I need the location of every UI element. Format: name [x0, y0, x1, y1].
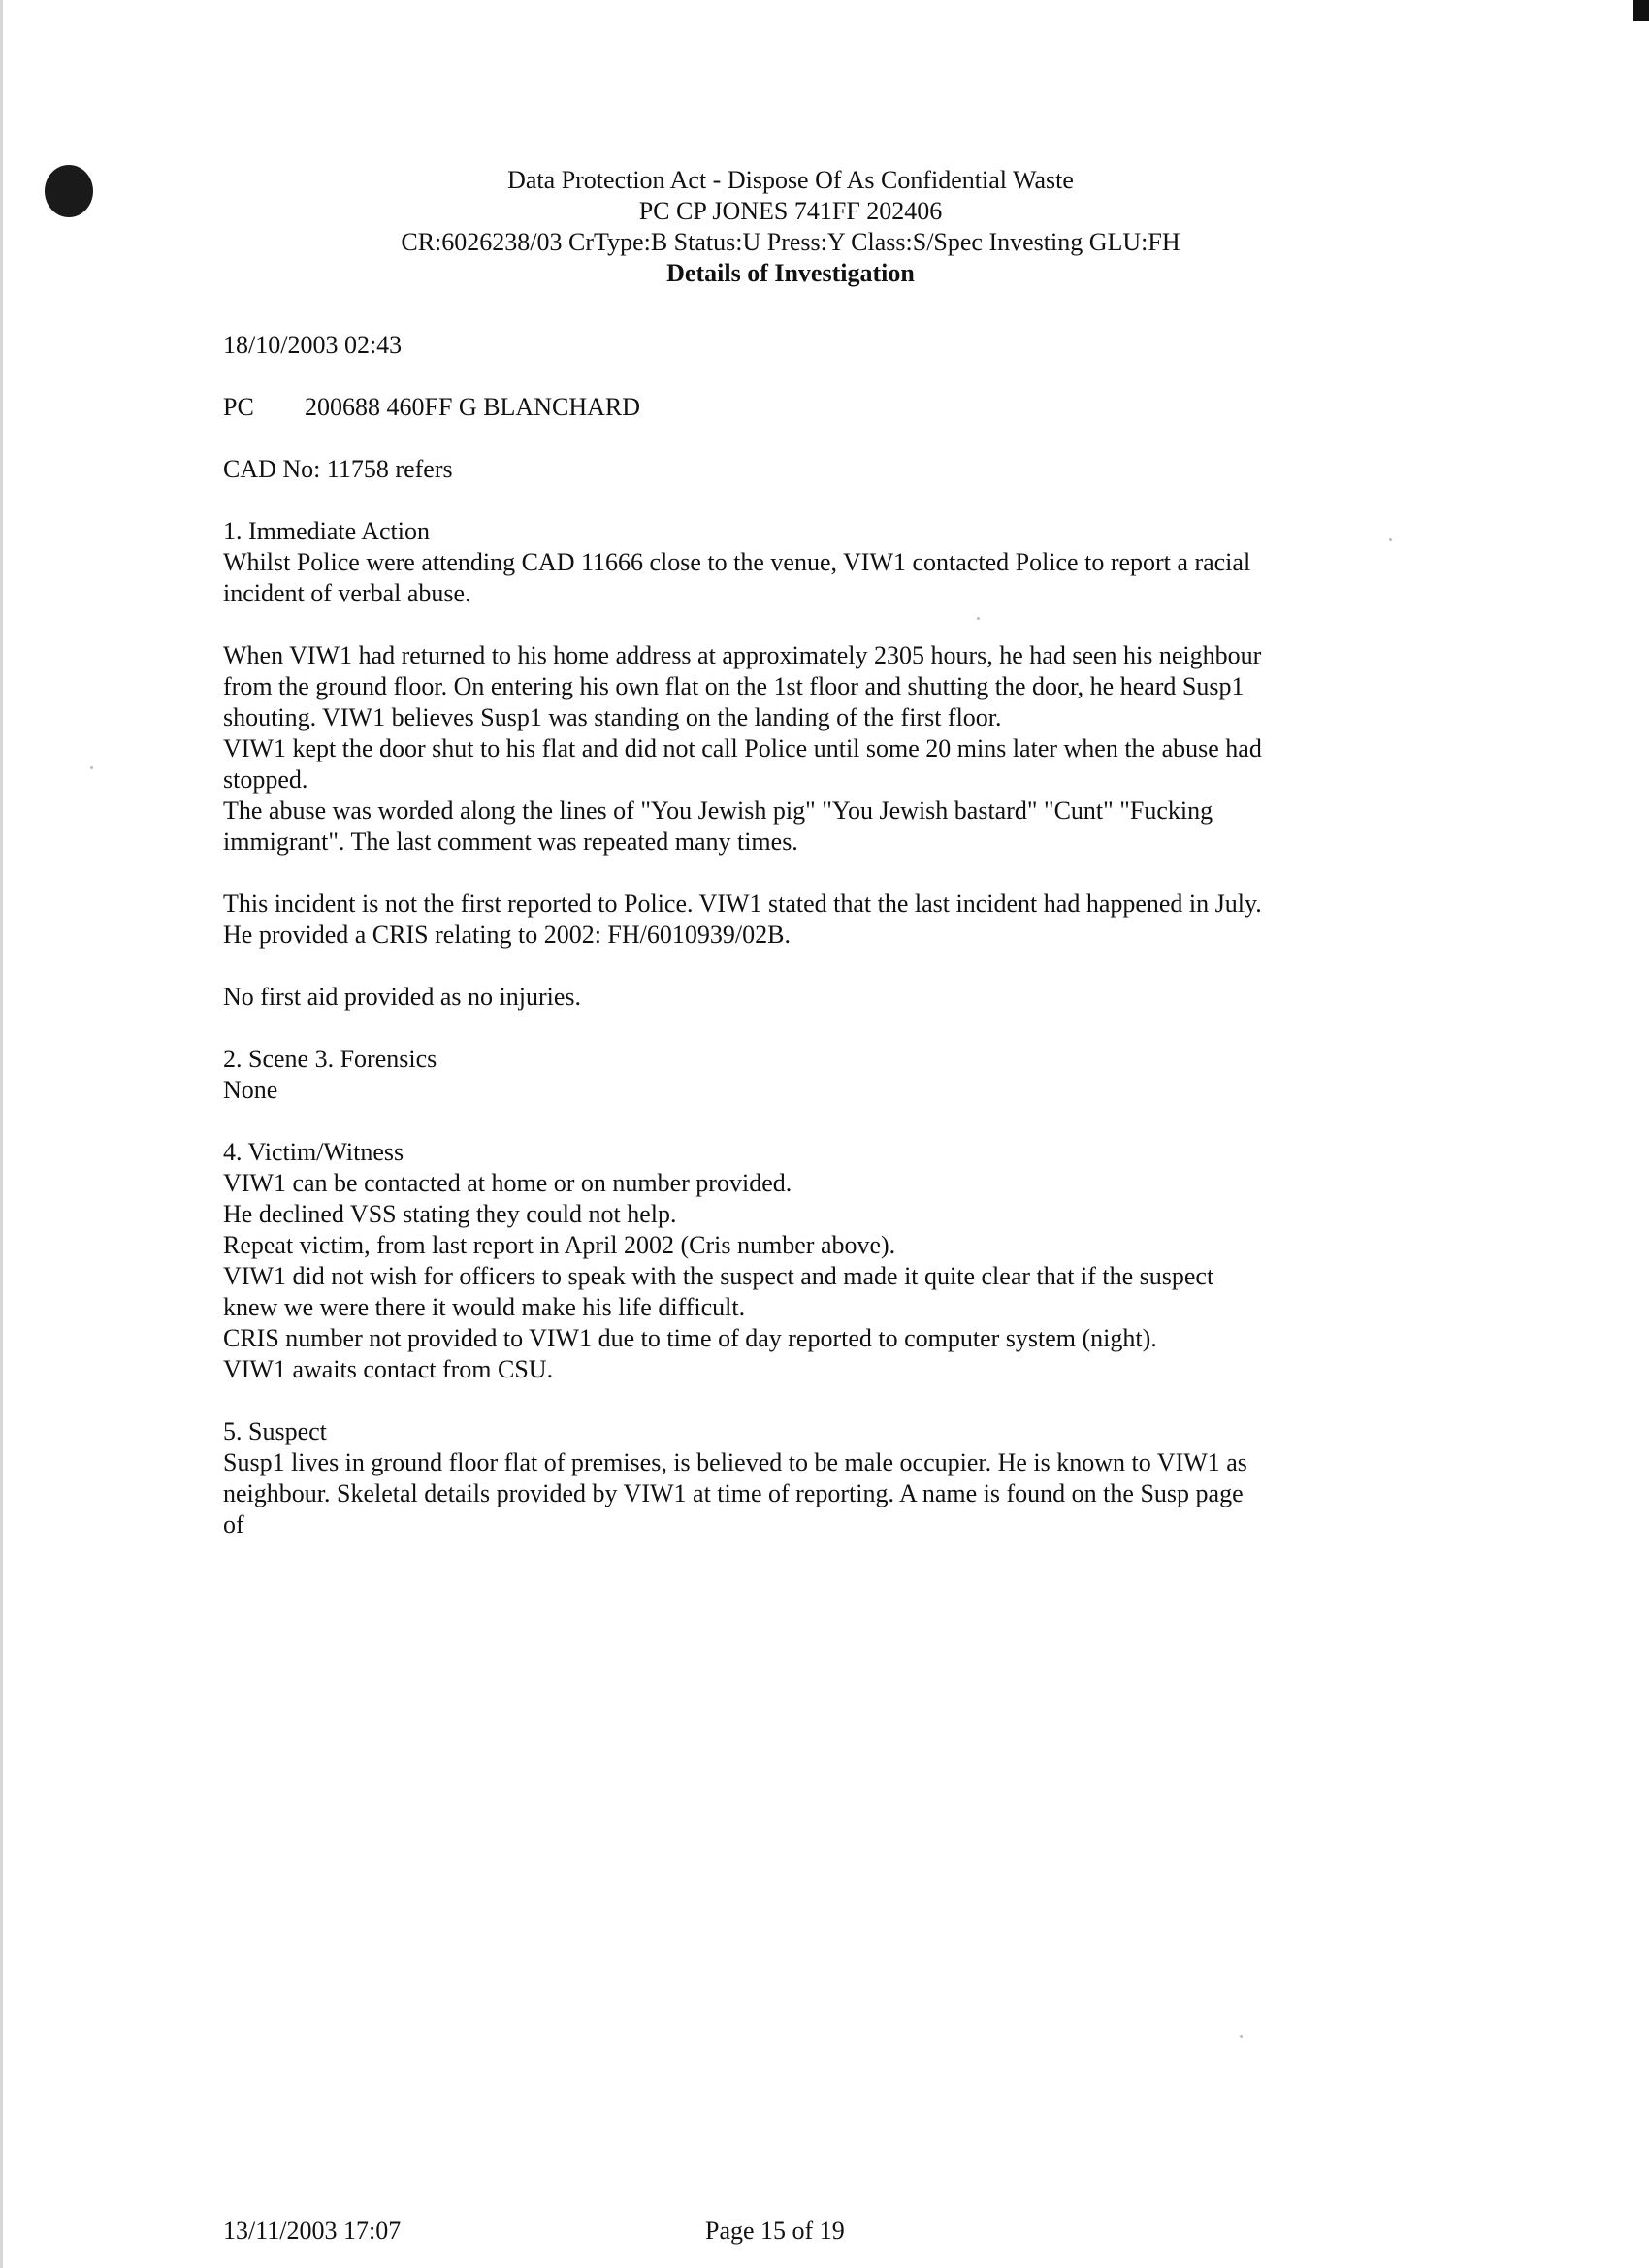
text-line: incident of verbal abuse.	[223, 579, 471, 607]
text-line: VIW1 can be contacted at home or on number provided.	[223, 1169, 792, 1197]
confidentiality-notice: Data Protection Act - Dispose Of As Confidential Waste	[507, 166, 1074, 194]
scan-corner-mark	[1633, 0, 1649, 21]
text-line: VIW1 awaits contact from CSU.	[223, 1355, 554, 1383]
paragraph	[223, 640, 1363, 858]
section-heading: 5. Suspect	[223, 1417, 327, 1445]
footer-print-date: 13/11/2003 17:07	[223, 2217, 402, 2245]
section-heading: 4. Victim/Witness	[223, 1138, 404, 1166]
officer-details: 200688 460FF G BLANCHARD	[305, 393, 640, 421]
investigation-details	[223, 330, 1363, 1571]
section-heading: 1. Immediate Action	[223, 517, 431, 545]
text-line: VIW1 did not wish for officers to speak with the suspect and made it quite clear that if the suspect	[223, 1262, 1214, 1290]
text-line: neighbour. Skeletal details provided by VIW1 at time of reporting. A name is found on the Susp page	[223, 1479, 1244, 1507]
text-line: This incident is not the first reported to Police. VIW1 stated that the last incident had happened in July.	[223, 890, 1262, 918]
paragraph: No first aid provided as no injuries.	[223, 983, 581, 1011]
scan-speck	[1389, 538, 1392, 541]
section-heading: 2. Scene 3. Forensics	[223, 1045, 437, 1073]
text-line: CRIS number not provided to VIW1 due to time of day reported to computer system (night).	[223, 1324, 1157, 1352]
officer-reference: PC CP JONES 741FF 202406	[638, 197, 943, 225]
text-line: knew we were there it would make his life difficult.	[223, 1293, 746, 1321]
document-header	[0, 165, 1581, 289]
text-line: VIW1 kept the door shut to his flat and did not call Police until some 20 mins later when the abuse had	[223, 734, 1262, 762]
scan-edge	[0, 0, 3, 2268]
page-title: Details of Investigation	[666, 259, 915, 287]
section-victim-witness	[223, 1137, 1363, 1385]
entry-datetime: 18/10/2003 02:43	[223, 331, 403, 359]
officer-rank: PC	[223, 393, 254, 421]
text-line: When VIW1 had returned to his home address at approximately 2305 hours, he had seen his neighbour	[223, 641, 1262, 669]
section-immediate-action	[223, 516, 1363, 609]
text-line: immigrant". The last comment was repeated many times.	[223, 827, 798, 856]
paragraph	[223, 889, 1363, 951]
cad-reference: CAD No: 11758 refers	[223, 455, 453, 483]
text-line: The abuse was worded along the lines of "You Jewish pig" "You Jewish bastard" "Cunt" "Fucking	[223, 796, 1213, 825]
text-line: He declined VSS stating they could not help.	[223, 1200, 677, 1228]
text-line: Whilst Police were attending CAD 11666 close to the venue, VIW1 contacted Police to report a racial	[223, 548, 1251, 576]
text-line: stopped.	[223, 765, 308, 794]
officer-row	[223, 392, 1363, 423]
text-line: shouting. VIW1 believes Susp1 was standing on the landing of the first floor.	[223, 703, 1002, 731]
scan-speck	[90, 766, 93, 769]
text-line: Repeat victim, from last report in April 2002 (Cris number above).	[223, 1231, 896, 1259]
text-line: of	[223, 1510, 244, 1539]
text-line: None	[223, 1076, 278, 1104]
section-scene-forensics	[223, 1044, 1363, 1106]
text-line: from the ground floor. On entering his own flat on the 1st floor and shutting the door, he heard Susp1	[223, 672, 1245, 700]
section-suspect	[223, 1416, 1363, 1540]
crime-reference: CR:6026238/03 CrType:B Status:U Press:Y Class:S/Spec Investing GLU:FH	[401, 228, 1180, 256]
scan-speck	[1240, 2035, 1243, 2038]
text-line: Susp1 lives in ground floor flat of premises, is believed to be male occupier. He is known to VIW1 as	[223, 1448, 1247, 1476]
footer-page-number: Page 15 of 19	[705, 2217, 845, 2245]
text-line: He provided a CRIS relating to 2002: FH/6010939/02B.	[223, 921, 791, 949]
